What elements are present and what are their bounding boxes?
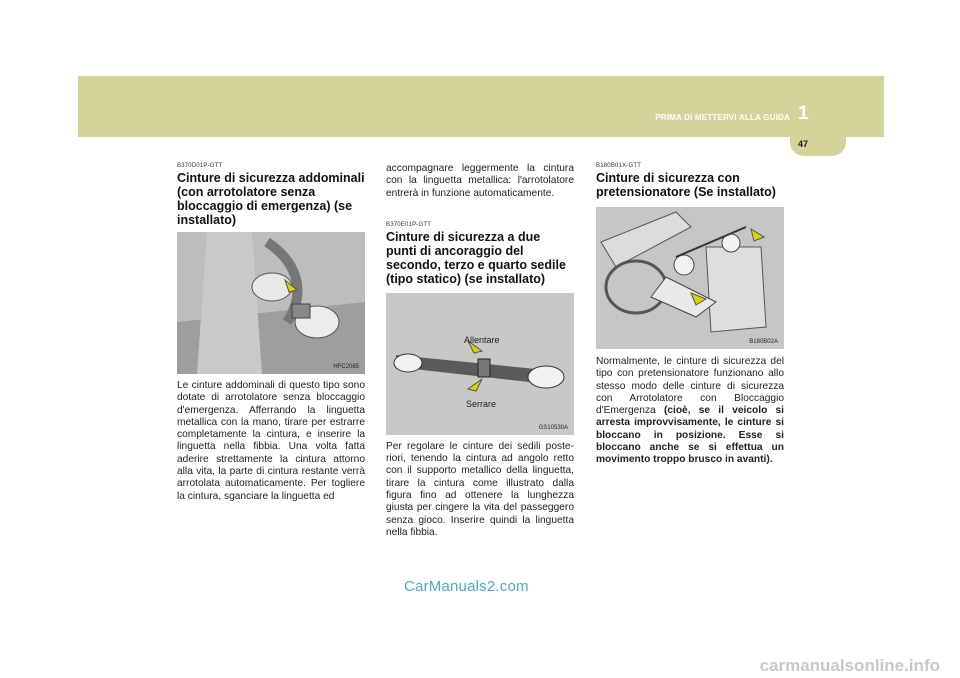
column-pretensioner: [596, 163, 784, 467]
continuation-text: accompagnare leggermente la cintura con la linguetta metallica: l'arrotolatore entrerà in funzione automaticamente.: [386, 163, 574, 199]
belt-adjust-illustration: [386, 293, 574, 435]
label-loosen: Allentare: [464, 334, 500, 345]
figure-code: GS10530A: [538, 424, 568, 431]
section-heading: Cinture di sicurezza addominali (con arrotolatore senza bloccaggio di emergenza) (se installato): [177, 171, 365, 227]
figure-code: HFC2085: [333, 364, 359, 370]
pretensioner-illustration: [596, 207, 784, 349]
page-number: 47: [797, 139, 808, 149]
section-title: PRIMA DI METTERVI ALLA GUIDA: [655, 113, 790, 122]
pretensioner-figure: [596, 207, 784, 349]
section-heading: Cinture di sicurezza con pretensionatore (Se installato): [596, 171, 776, 199]
section-number: 1: [798, 103, 809, 124]
lap-belt-illustration: [177, 232, 365, 374]
label-tighten: Serrare: [466, 398, 497, 409]
section-code: B370D01P-GTT: [177, 163, 223, 169]
site-watermark[interactable]: CarManuals2.com: [404, 578, 529, 595]
section-code: B180B01X-GTT: [596, 163, 642, 169]
figure-code: B180B02A: [749, 339, 778, 345]
lap-belt-figure: [177, 232, 365, 374]
footer-watermark[interactable]: carmanualsonline.info: [759, 656, 940, 675]
body-text: [596, 356, 784, 467]
body-text: Per regolare le cinture dei sedili poste-riori, tenendo la cintura ad angolo retto con il supporto metallico della linguetta, tirare la cintura come illustrato dalla figura fino ad ottenere la lunghezza giusta per cingere la vita del passeggero senza gioco. Inserire quindi la linguetta nella fibbia.: [386, 440, 574, 538]
body-text: Le cinture addominali di questo tipo sono dotate di arrotolatore senza bloccaggio d'emergenza. Afferrando la linguetta metallica con la mano, tirare per estrarre completamente la cintura, e inserire la linguetta nella fibbia. Una volta fatta aderire strettamente la cintura attorno alla vita, la parte di cintura restante verrà arrotolata automaticamente. Per togliere la cintura, sganciare la linguetta ed: [177, 380, 365, 502]
column-lap-belt: [177, 163, 365, 503]
header-band: [78, 76, 884, 137]
column-two-point-belt: [386, 163, 574, 539]
body-text-plain: Normalmente, le cinture di sicurezza del tipo con pretensionatore funzionano allo stesso modo delle cinture di sicurezza con Arrotolatore con Bloccaggio d'Emergenza: [596, 356, 784, 417]
adjust-belt-figure: [386, 293, 574, 435]
body-text-bold: (cioè, se il veicolo si arresta improvvisamente, le cinture si bloccano in posizione. Esse si bloccano anche se si effettua un movimento troppo brusco in avanti).: [596, 405, 784, 466]
section-code: B370E01P-GTT: [386, 221, 432, 228]
section-heading: Cinture di sicurezza a due punti di ancoraggio del secondo, terzo e quarto sedile (tipo statico) (se installato): [386, 229, 566, 286]
